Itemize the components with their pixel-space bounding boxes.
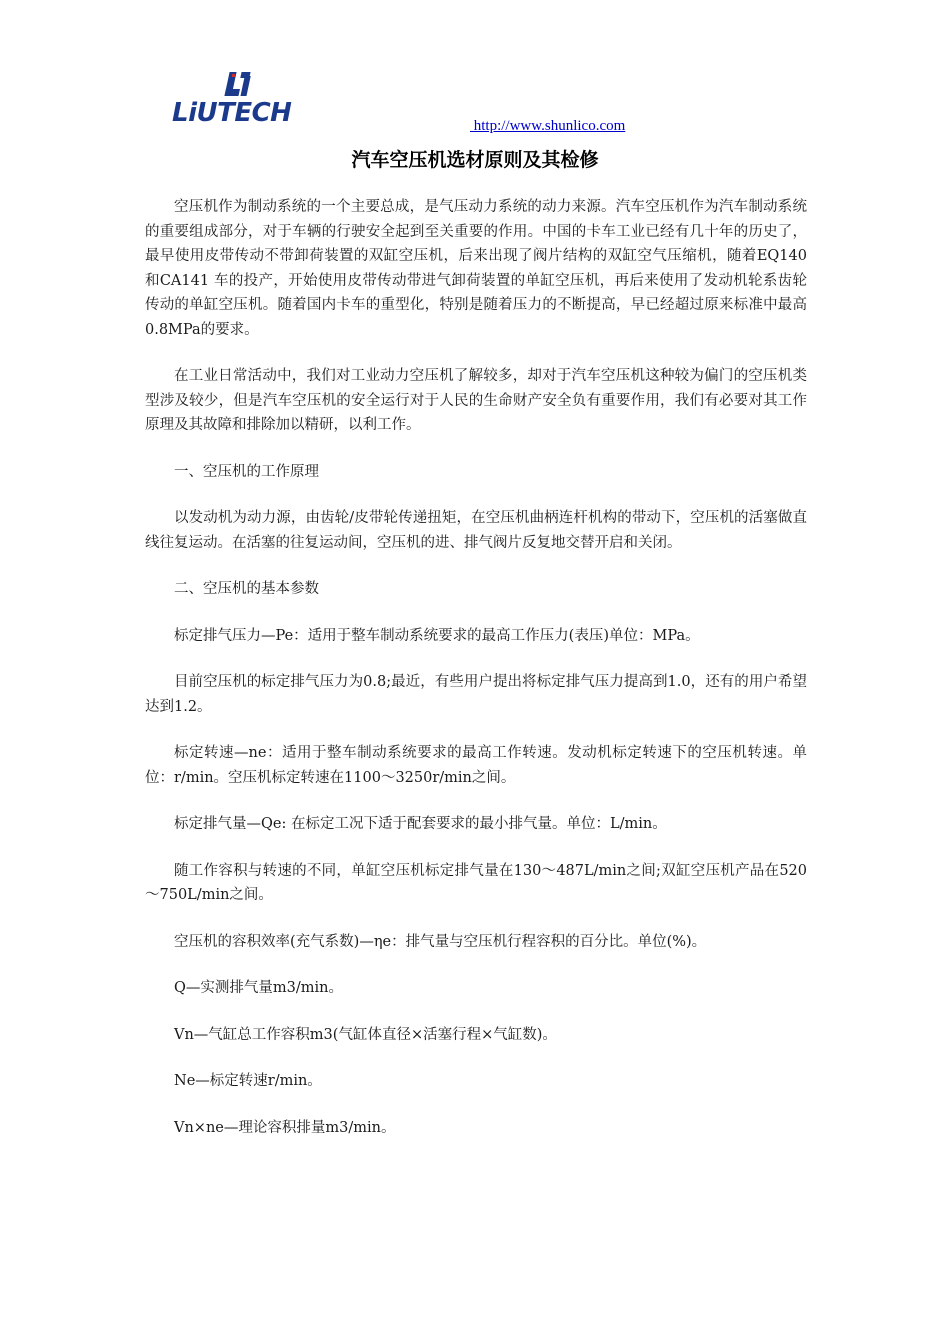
paragraph-displacement-range: 随工作容积与转速的不同，单缸空压机标定排气量在130～487L/min之间;双缸空压机产品在520 ～750L/min之间。 xyxy=(145,862,807,903)
paragraph-pressure-values: 目前空压机的标定排气压力为0.8;最近，有些用户提出将标定排气压力提高到1.0，还有的用户希望达到1.2。 xyxy=(145,674,807,715)
section-heading-parameters: 二、空压机的基本参数 xyxy=(174,581,319,597)
paragraph-cylinder-volume: Vn—气缸总工作容积m3(气缸体直径×活塞行程×气缸数)。 xyxy=(174,1026,557,1043)
paragraph-measured-displacement: Q—实测排气量m3/min。 xyxy=(174,980,343,996)
paragraph-principle: 以发动机为动力源，由齿轮/皮带轮传递扭矩，在空压机曲柄连杆机构的带动下，空压机的活塞做直线往复运动。在活塞的往复运动间，空压机的进、排气阀片反复地交替开启和关闭。 xyxy=(145,510,807,551)
website-link[interactable]: http://www.shunlico.com xyxy=(470,118,626,134)
section-heading-principle: 一、空压机的工作原理 xyxy=(174,463,319,480)
paragraph-volumetric-efficiency: 空压机的容积效率(充气系数)—ηe：排气量与空压机行程容积的百分比。单位(%)。 xyxy=(174,933,707,950)
logo-wordmark: LiUTECH xyxy=(172,98,292,128)
paragraph-intro: 空压机作为制动系统的一个主要总成，是气压动力系统的动力来源。汽车空压机作为汽车制动系统的重要组成部分，对于车辆的行驶安全起到至关重要的作用。中国的卡车工业已经有几十年的历史了，最早使用皮带传动不带卸荷装置的双缸空压机，后来出现了阀片结构的双缸空气压缩机，随着EQ140 和CA141 车的投产，开始使用皮带传动带进气卸荷装置的单缸空压机，再后来使用了发动机轮系齿轮传动的单缸空压机。随着国内卡车的重型化，特别是随着压力的不断提高，早已经超过原来标准中最高0.8MPa的要求。 xyxy=(145,199,807,338)
company-logo xyxy=(172,70,306,128)
paragraph-rated-displacement: 标定排气量—Qe: 在标定工况下适于配套要求的最小排气量。单位：L/min。 xyxy=(174,816,667,832)
liutech-logo-mark-icon xyxy=(172,70,306,100)
document-title: 汽车空压机选材原则及其检修 xyxy=(351,149,599,171)
paragraph-rated-speed: 标定转速—ne：适用于整车制动系统要求的最高工作转速。发动机标定转速下的空压机转速。单位：r/min。空压机标定转速在1100～3250r/min之间。 xyxy=(145,745,807,786)
paragraph-rated-pressure: 标定排气压力—Pe：适用于整车制动系统要求的最高工作压力(表压)单位：MPa。 xyxy=(174,627,700,644)
paragraph-context: 在工业日常活动中，我们对工业动力空压机了解较多，却对于汽车空压机这种较为偏门的空压机类型涉及较少，但是汽车空压机的安全运行对于人民的生命财产安全负有重要作用，我们有必要对其工作原理及其故障和排除加以精研，以利工作。 xyxy=(145,368,807,433)
document-body xyxy=(145,195,807,1162)
paragraph-theoretical-displacement: Vn×ne—理论容积排量m3/min。 xyxy=(174,1119,396,1136)
paragraph-rated-rpm: Ne—标定转速r/min。 xyxy=(174,1073,322,1089)
